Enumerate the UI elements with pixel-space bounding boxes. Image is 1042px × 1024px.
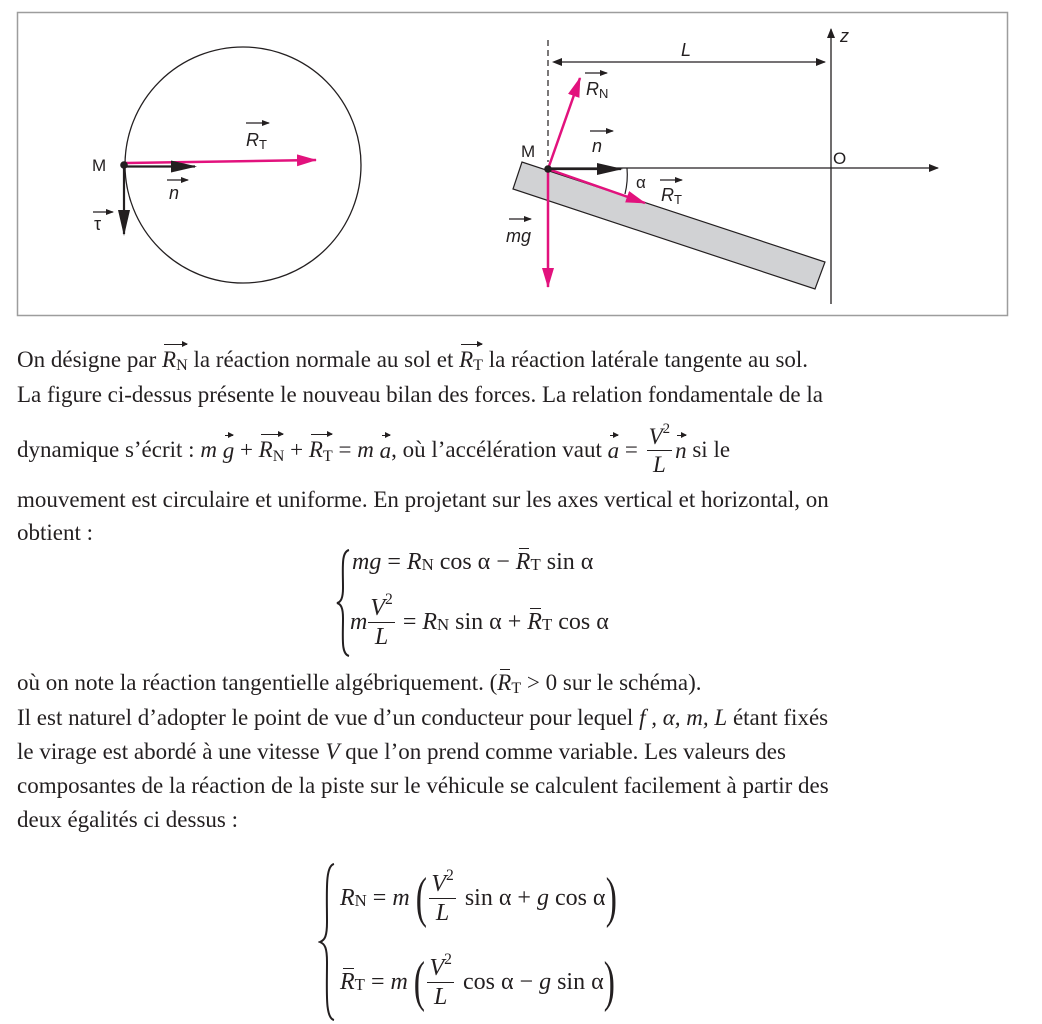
label-rt-left-symbol: R [246, 130, 259, 150]
p1-l3-rn-vector [258, 437, 285, 465]
p1-l3-eq2: = [619, 437, 644, 462]
p1-l3-m: m [200, 437, 217, 462]
p1-l3-b: , où l’accélération vaut [391, 437, 608, 462]
p1-l1-rn-sub: N [176, 357, 188, 375]
sys2-l1-lparen: ( [415, 867, 427, 929]
sys2-l2-exp: 2 [444, 950, 452, 968]
point-m-left [120, 161, 128, 169]
label-alpha: α [636, 173, 646, 192]
sys1-l2-rn: R [422, 608, 438, 635]
label-mg-text: mg [506, 226, 532, 246]
sys1-l1-sin: sin α [540, 548, 594, 575]
sys1-l1-rn-sub: N [421, 555, 434, 575]
label-n-right-text: n [592, 136, 603, 156]
label-tau-text: τ [94, 214, 102, 234]
paragraph-2-line-1 [17, 668, 1009, 698]
sys1-l1-rt-sub: T [530, 555, 541, 575]
sys2-l2-fraction [427, 950, 453, 1010]
system-2-equation-1 [340, 862, 616, 934]
figure-frame [18, 13, 1008, 316]
label-rn-symbol: R [586, 79, 599, 99]
sys1-l1-rt: R [515, 549, 531, 575]
point-m-right [544, 165, 552, 173]
label-rt-left-subscript: T [259, 137, 267, 152]
system-2-brace [318, 862, 336, 1022]
p1-l3-frac-num: V [648, 423, 663, 449]
sys2-l2-rt: R [340, 969, 355, 995]
p1-l3-plus2: + [284, 437, 309, 462]
sys1-l2-eq: = [396, 608, 423, 635]
sys2-l1-fraction [429, 866, 455, 926]
p1-l3-m2: m [357, 437, 374, 462]
math-vector-rt [459, 347, 484, 375]
p3-l2-b: que l’on prend comme variable. Les valeurs des [339, 739, 786, 764]
sys2-l1-exp: 2 [446, 866, 454, 884]
p1-l3-g-vector: g [222, 437, 235, 463]
p1-l1-a: On désigne par [17, 347, 162, 372]
sys2-l2-g: g [539, 968, 552, 995]
sys1-l2-cos: cos α [552, 608, 609, 635]
sys2-l1-eq: = [366, 884, 393, 911]
system-2-equation-2 [340, 946, 614, 1018]
p1-l3-acc-vector: a [379, 437, 392, 463]
label-n-left-text: n [169, 183, 180, 203]
p2-l1-rt: R [497, 670, 512, 695]
p1-l1-c: la réaction latérale tangente au sol. [483, 347, 809, 372]
sys1-l2-fraction [368, 590, 394, 650]
sys2-l2-lparen: ( [413, 951, 425, 1013]
p3-l2-v: V [325, 739, 340, 764]
sys1-l2-den: L [374, 623, 389, 650]
paragraph-3-line-1 [17, 703, 1009, 733]
sys2-l1-rparen: ) [605, 867, 617, 929]
p3-l1-vars: f , α, m, L [639, 705, 728, 730]
p1-l3-c: si le [692, 437, 731, 462]
system-1-brace [335, 548, 351, 658]
sys1-l2-sin: sin α + [449, 608, 528, 635]
sys1-l1-rn: R [406, 548, 422, 575]
paragraph-3-line-3: composantes de la réaction de la piste sur le véhicule se calculent facilement à partir des [17, 773, 829, 798]
label-rt-right-subscript: T [674, 192, 682, 207]
p1-l3-rn: R [258, 437, 273, 463]
p1-l3-rt-sub: T [322, 447, 333, 465]
label-distance-l: L [681, 40, 692, 60]
sys2-l1-rn: R [340, 884, 355, 911]
p1-l3-a: dynamique s’écrit : [17, 437, 195, 462]
p1-l1-b: la réaction normale au sol et [187, 347, 460, 372]
p2-l1-b: > 0 sur le schéma). [521, 670, 702, 695]
fraction-v2-over-l [647, 421, 673, 477]
label-rn-subscript: N [599, 86, 609, 101]
sys1-l1-cos: cos α − [433, 548, 516, 575]
p3-l1-b: étant fixés [727, 705, 829, 730]
sys1-l2-num: V [370, 594, 386, 621]
p1-l3-rn-sub: N [272, 447, 285, 465]
label-rt-right-symbol: R [661, 185, 674, 205]
sys2-l1-g: g [536, 884, 549, 911]
sys2-l2-eq: = [364, 968, 391, 995]
sys2-l2-tail-a: cos α − [456, 968, 540, 995]
sys2-l1-tail-b: cos α [548, 884, 606, 911]
p2-l1-a: où on note la réaction tangentielle algébriquement. ( [17, 670, 498, 695]
p1-l3-n-vector: n [675, 437, 687, 463]
p1-l3-acc2-vector: a [607, 437, 620, 463]
paragraph-1-line-3 [17, 420, 1009, 480]
sys2-l2-den: L [434, 983, 448, 1010]
label-z-axis: z [840, 26, 849, 46]
p1-l1-rt: R [459, 347, 474, 372]
p3-l1-a: Il est naturel d’adopter le point de vue d’un conducteur pour lequel [17, 705, 640, 730]
sys2-l1-den: L [435, 899, 450, 926]
label-m-right: M [521, 142, 536, 161]
sys2-l2-num: V [429, 954, 445, 981]
paragraph-1-line-5: obtient : [17, 520, 94, 545]
p1-l3-eq: = [332, 437, 358, 462]
sys1-l2-m: m [350, 608, 368, 635]
p2-l1-rt-sub: T [511, 680, 522, 698]
math-vector-rn [162, 347, 188, 375]
system-1-equation-2 [350, 590, 609, 654]
paragraph-3-line-4: deux égalités ci dessus : [17, 807, 239, 832]
sys1-l2-rn-sub: N [437, 615, 450, 635]
sys2-l2-numerator [427, 950, 453, 983]
sys2-l2-tail-b: sin α [551, 968, 604, 995]
paragraph-1-line-2: La figure ci-dessus présente le nouveau bilan des forces. La relation fondamentale de la [17, 382, 823, 407]
sys1-l2-rt-sub: T [541, 615, 553, 635]
sys2-l2-rparen: ) [603, 951, 615, 1013]
p1-l3-plus1: + [234, 437, 259, 462]
sys1-l1-eq: = [381, 548, 407, 575]
sys2-l2-m: m [390, 968, 408, 995]
sys2-l1-rn-sub: N [354, 891, 367, 911]
system-1-equation-1 [352, 547, 593, 577]
paragraph-1-line-1 [17, 345, 1009, 375]
p1-l3-rt-vector [308, 437, 333, 465]
p1-l1-rn: R [162, 347, 177, 372]
paragraph-3-line-2 [17, 737, 1009, 767]
fraction-numerator [647, 421, 673, 451]
label-origin-o: O [833, 149, 847, 168]
label-m-left: M [92, 156, 107, 175]
sys2-l1-num: V [431, 870, 447, 897]
sys1-l2-rt: R [527, 609, 542, 635]
sys1-l1-lhs: mg [352, 548, 382, 575]
force-diagram-figure [0, 0, 1042, 330]
p1-l1-rt-sub: T [473, 357, 484, 375]
p1-l3-rt: R [308, 437, 323, 463]
sys2-l2-rt-sub: T [354, 975, 365, 995]
p1-l3-frac-den: L [652, 451, 666, 477]
sys1-l2-exp: 2 [385, 590, 393, 608]
sys2-l1-numerator [429, 866, 455, 899]
sys2-l1-m: m [392, 884, 410, 911]
sys2-l1-tail-a: sin α + [458, 884, 537, 911]
p1-l3-frac-exp: 2 [662, 421, 671, 438]
paragraph-1-line-4: mouvement est circulaire et uniforme. En projetant sur les axes vertical et horizontal, on [17, 487, 829, 512]
sys1-l2-numerator [368, 590, 394, 623]
p3-l2-a: le virage est abordé à une vitesse [17, 739, 326, 764]
